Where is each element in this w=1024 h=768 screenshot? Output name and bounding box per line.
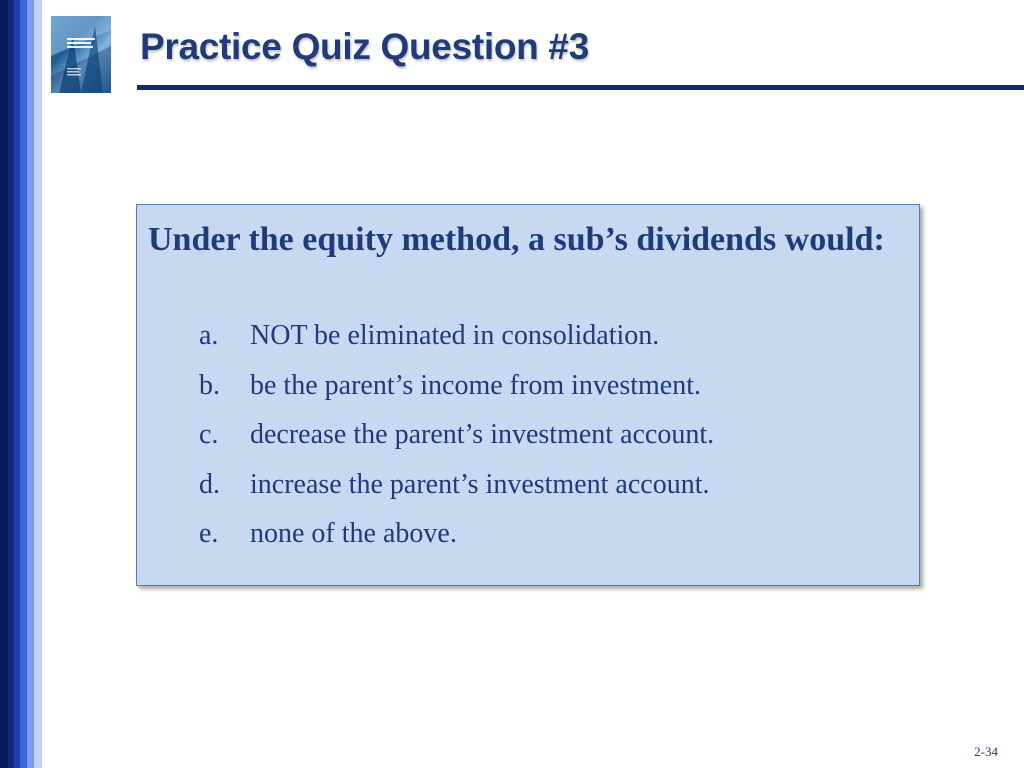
option-letter: d.: [199, 468, 220, 500]
title-divider: [137, 85, 1024, 90]
question-text: Under the equity method, a sub’s dividends would:: [148, 221, 885, 258]
option-d: [199, 460, 714, 510]
option-e: [199, 509, 714, 559]
option-text: be the parent’s income from investment.: [250, 369, 701, 401]
slide-title: Practice Quiz Question #3: [140, 26, 589, 67]
left-stripe-decoration: [0, 0, 42, 768]
question-box: [136, 204, 920, 586]
option-letter: c.: [199, 419, 219, 450]
option-text: none of the above.: [250, 518, 457, 549]
option-c: [199, 410, 714, 460]
option-text: decrease the parent’s investment account.: [250, 419, 715, 450]
option-a: [199, 311, 714, 361]
answer-options: [199, 311, 714, 559]
option-text: NOT be eliminated in consolidation.: [250, 320, 660, 351]
option-b: [199, 361, 714, 411]
book-cover-icon: [51, 16, 111, 93]
slide-number: 2-34: [974, 744, 998, 759]
option-letter: b.: [199, 369, 220, 401]
option-letter: e.: [199, 518, 219, 549]
option-text: increase the parent’s investment account.: [250, 468, 710, 500]
option-letter: a.: [199, 320, 219, 351]
